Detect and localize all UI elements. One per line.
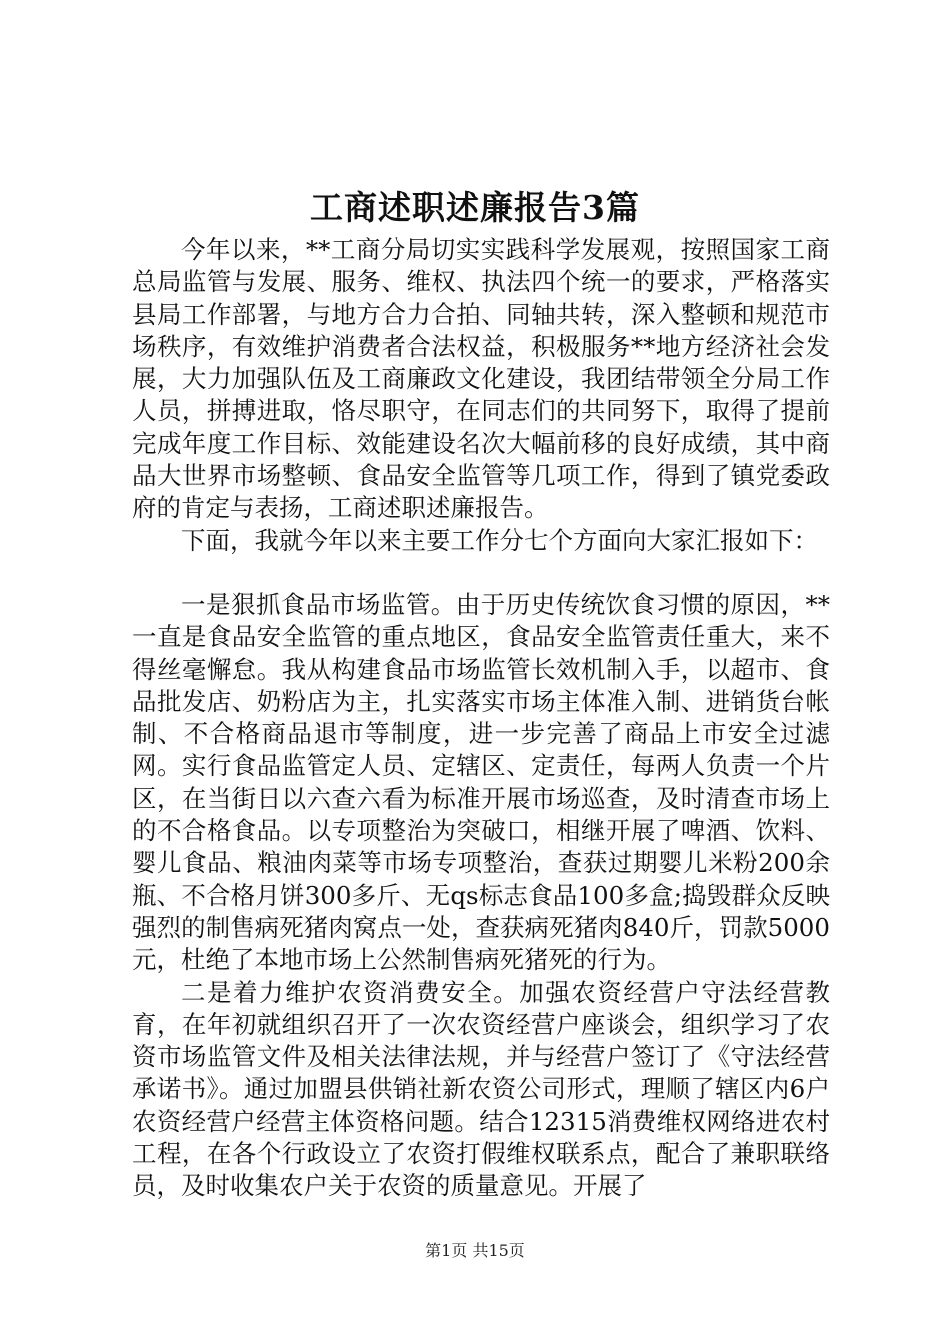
paragraph-overview: 下面，我就今年以来主要工作分七个方面向大家汇报如下： <box>181 525 818 555</box>
page-number: 第1页 共15页 <box>425 1241 525 1260</box>
paragraph-intro: 今年以来，**工商分局切实实践科学发展观，按照国家工商总局监管与发展、服务、维权、执法四个统一的要求，严格落实县局工作部署，与地方合力合拍、同轴共转，深入整顿和规范市场秩序，有效维护消费者合法权益，积极服务**地方经济社会发展，大力加强队伍及工商廉政文化建设，我团结带领全分局工作人员，拼搏进取，恪尽职守，在同志们的共同努下，取得了提前完成年度工作目标、效能建设名次大幅前移的良好成绩，其中商品大世界市场整顿、食品安全监管等几项工作，得到了镇党委政府的肯定与表扬，工商述职述廉报告。 <box>132 235 830 523</box>
document-title: 工商述职述廉报告3篇 <box>310 188 640 227</box>
paragraph-agri-supplies: 二是着力维护农资消费安全。加强农资经营户守法经营教育，在年初就组织召开了一次农资经营户座谈会，组织学习了农资市场监管文件及相关法律法规，并与经营户签订了《守法经营承诺书》。通过加盟县供销社新农资公司形式，理顺了辖区内6户农资经营户经营主体资格问题。结合12315消费维权网络进农村工程，在各个行政设立了农资打假维权联系点，配合了兼职联络员，及时收集农户关于农资的质量意见。开展了 <box>132 977 830 1201</box>
paragraph-spacer <box>132 557 830 589</box>
paragraph-food-supervision: 一是狠抓食品市场监管。由于历史传统饮食习惯的原因，**一直是食品安全监管的重点地区，食品安全监管责任重大，来不得丝毫懈怠。我从构建食品市场监管长效机制入手，以超市、食品批发店、奶粉店为主，扎实落实市场主体准入制、进销货台帐制、不合格商品退市等制度，进一步完善了商品上市安全过滤网。实行食品监管定人员、定辖区、定责任，每两人负责一个片区，在当街日以六查六看为标准开展市场巡查，及时清查市场上的不合格食品。以专项整治为突破口，相继开展了啤酒、饮料、婴儿食品、粮油肉菜等市场专项整治，查获过期婴儿米粉200余瓶、不合格月饼300多斤、无qs标志食品100多盒;捣毁群众反映强烈的制售病死猪肉窝点一处，查获病死猪肉840斤，罚款5000元，杜绝了本地市场上公然制售病死猪死的行为。 <box>132 589 830 975</box>
document-body <box>132 234 830 1203</box>
